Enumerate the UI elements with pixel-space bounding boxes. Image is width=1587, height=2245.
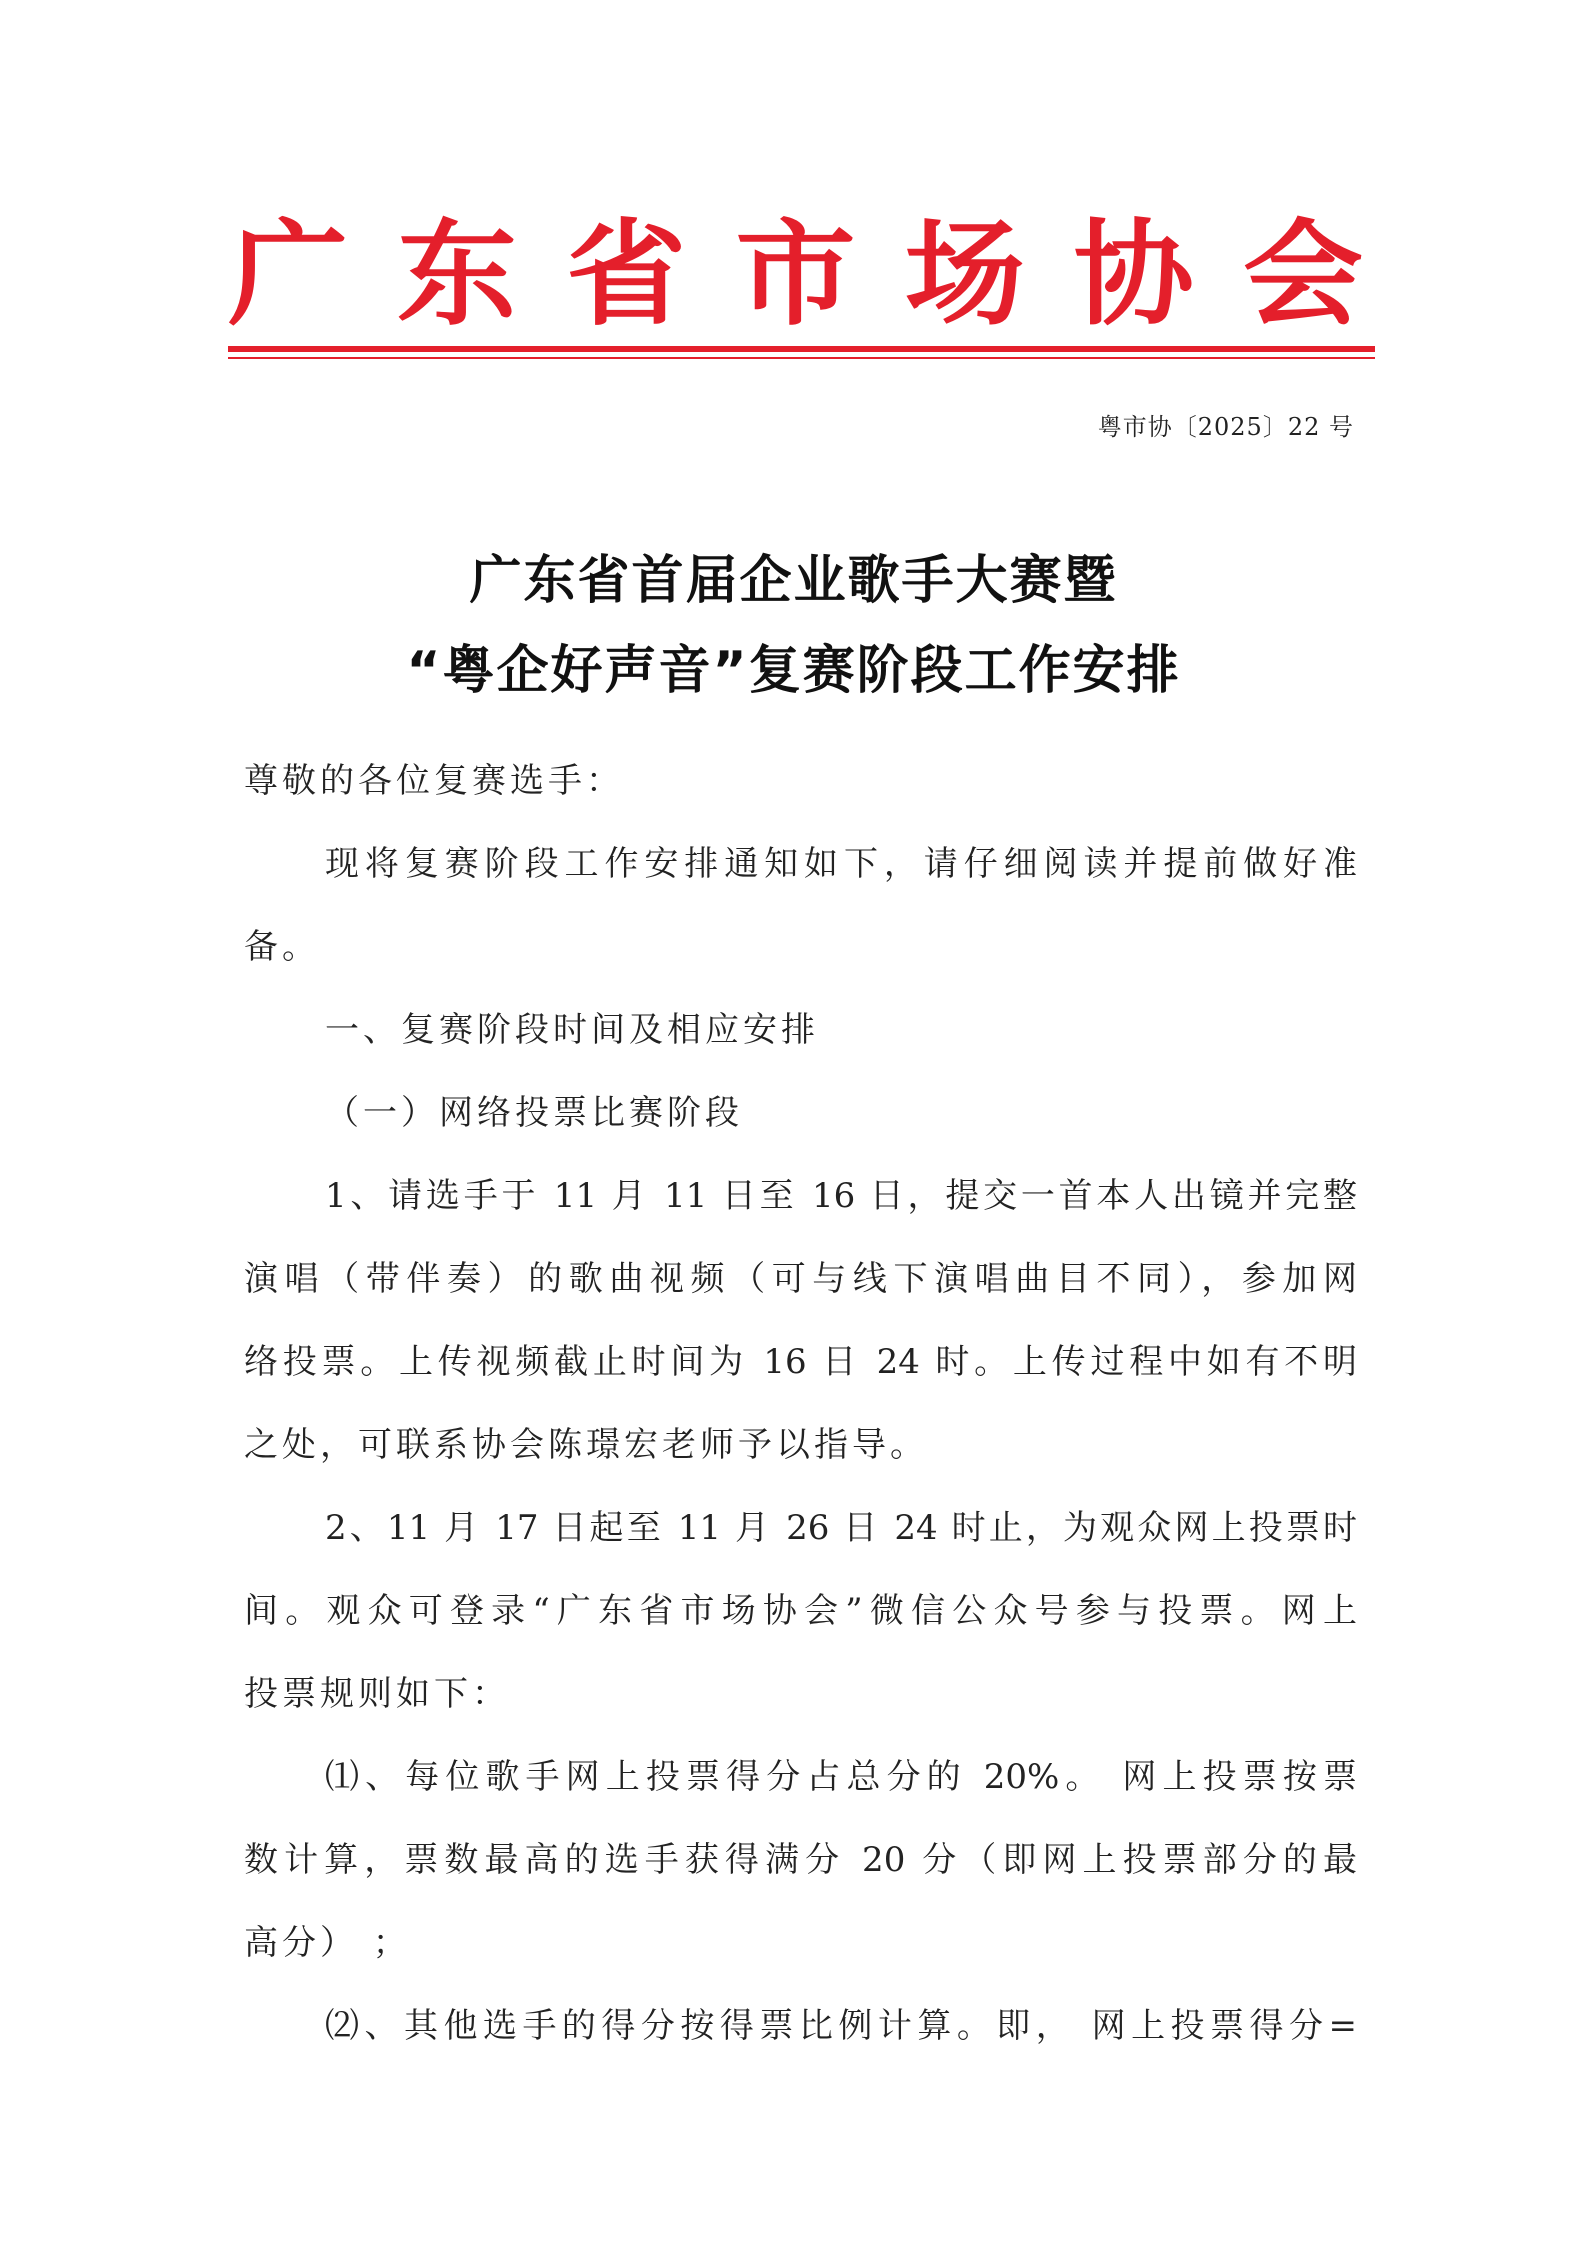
voting-rule-1-line: 数计算，票数最高的选手获得满分 20 分（即网上投票部分的最 — [244, 1840, 1357, 1880]
intro-paragraph-line: 备。 — [244, 927, 320, 967]
organization-letterhead — [228, 200, 1363, 350]
letterhead-divider-thin — [228, 357, 1375, 359]
item-2-line: 投票规则如下： — [244, 1674, 510, 1714]
letterhead-char: 省 — [566, 207, 687, 342]
section-heading: 一、复赛阶段时间及相应安排 — [325, 1010, 819, 1050]
item-1-line: 1、请选手于 11 月 11 日至 16 日，提交一首本人出镜并完整 — [325, 1176, 1357, 1216]
intro-paragraph-line: 现将复赛阶段工作安排通知如下，请仔细阅读并提前做好准 — [325, 844, 1357, 884]
salutation: 尊敬的各位复赛选手： — [244, 761, 624, 801]
voting-rule-1-line: ⑴、每位歌手网上投票得分占总分的 20%。 网上投票按票 — [325, 1757, 1357, 1797]
voting-rule-1-line: 高分） ； — [244, 1923, 411, 1963]
item-1-line: 演唱（带伴奏）的歌曲视频（可与线下演唱曲目不同），参加网 — [244, 1259, 1357, 1299]
letterhead-char: 广 — [228, 207, 348, 342]
item-2-line: 2、11 月 17 日起至 11 月 26 日 24 时止，为观众网上投票时 — [325, 1508, 1357, 1548]
letterhead-char: 东 — [397, 207, 518, 342]
letterhead-char: 场 — [904, 207, 1025, 342]
letterhead-divider-thick — [228, 346, 1375, 352]
document-number: 粤市协〔2025〕22 号 — [1097, 413, 1354, 441]
item-2-line: 间。观众可登录“广东省市场协会”微信公众号参与投票。网上 — [244, 1591, 1357, 1631]
item-1-line: 络投票。上传视频截止时间为 16 日 24 时。上传过程中如有不明 — [244, 1342, 1357, 1382]
letterhead-char: 会 — [1242, 207, 1363, 342]
letterhead-char: 市 — [735, 207, 856, 342]
letterhead-char: 协 — [1073, 207, 1194, 342]
subsection-heading: （一）网络投票比赛阶段 — [325, 1093, 743, 1133]
item-1-line: 之处，可联系协会陈璟宏老师予以指导。 — [244, 1425, 928, 1465]
voting-rule-2-line: ⑵、其他选手的得分按得票比例计算。即， 网上投票得分= — [325, 2006, 1357, 2046]
document-title-line-2: “粤企好声音”复赛阶段工作安排 — [406, 641, 1181, 701]
document-title-line-1: 广东省首届企业歌手大赛暨 — [469, 551, 1118, 611]
